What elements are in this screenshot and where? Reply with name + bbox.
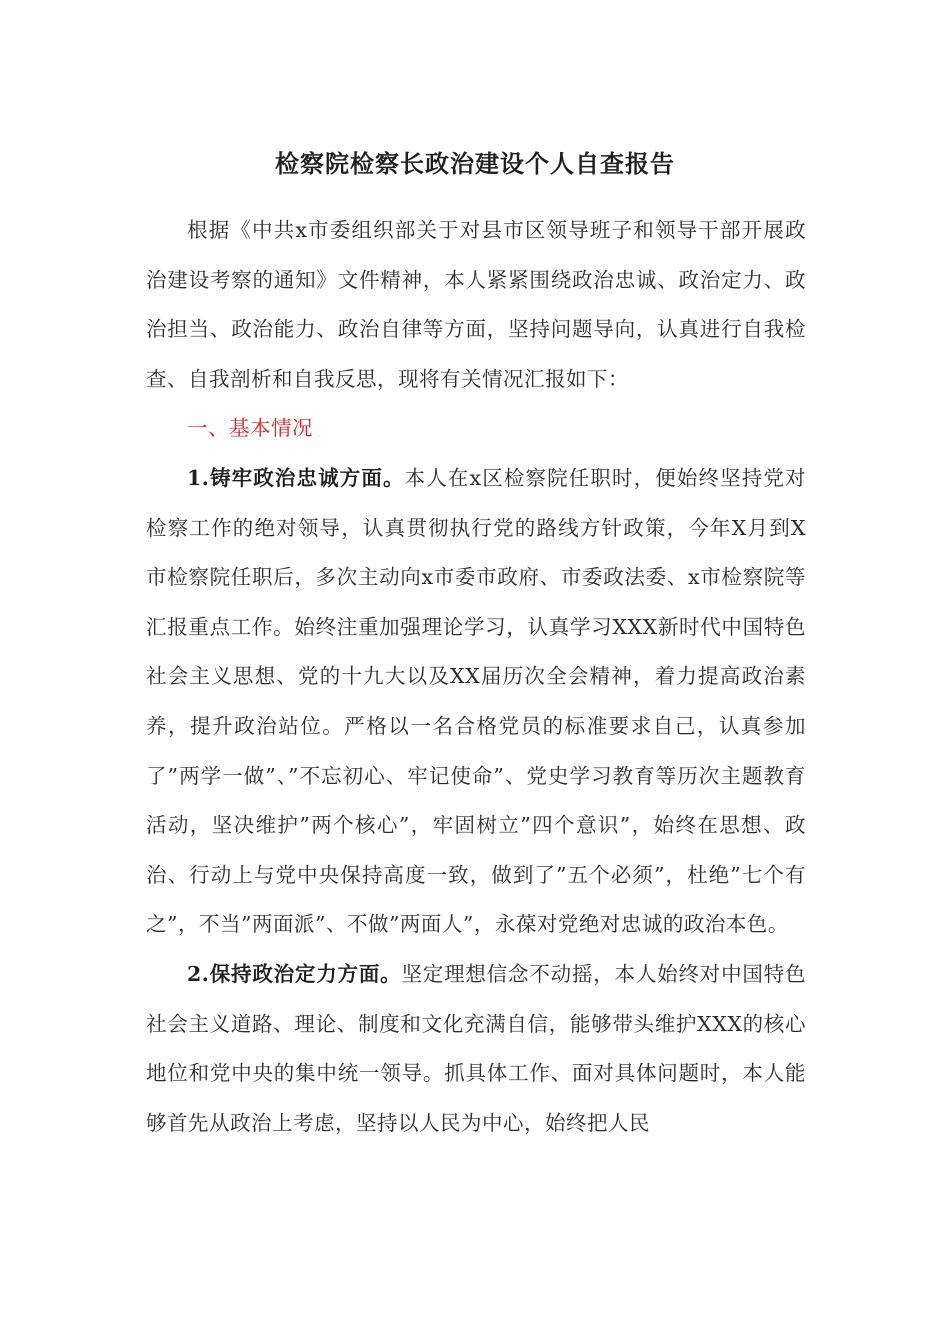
intro-paragraph: 根据《中共x市委组织部关于对县市区领导班子和领导干部开展政治建设考察的通知》文件精神，本人紧紧围绕政治忠诚、政治定力、政治担当、政治能力、政治自律等方面，坚持问题导向，认真进行自我检查、自我剖析和自我反思，现将有关情况汇报如下： (146, 218, 806, 391)
item-2-lead: 2.保持政治定力方面。 (187, 961, 402, 986)
document-body (146, 206, 806, 1148)
item-1-lead: 1.铸牢政治忠诚方面。 (187, 465, 405, 490)
section-heading: 一、基本情况 (187, 416, 313, 441)
item-1-text: 本人在x区检察院任职时，便始终坚持党对检察工作的绝对领导，认真贯彻执行党的路线方针政策，今年X月到X市检察院任职后，多次主动向x市委市政府、市委政法委、x市检察院等汇报重点工作。始终注重加强理论学习，认真学习XXX新时代中国特色社会主义思想、党的十九大以及XX届历次全会精神，着力提高政治素养，提升政治站位。严格以一名合格党员的标准要求自己，认真参加了”两学一做”、”不忘初心、牢记使命”、党史学习教育等历次主题教育活动，坚决维护”两个核心”，牢固树立”四个意识”，始终在思想、政治、行动上与党中央保持高度一致，做到了”五个必须”，杜绝”七个有之”，不当”两面派”、不做”两面人”，永葆对党绝对忠诚的政治本色。 (146, 465, 807, 937)
item-2-paragraph (146, 950, 806, 1148)
item-2-text: 坚定理想信念不动摇，本人始终对中国特色社会主义道路、理论、制度和文化充满自信，能够带头维护XXX的核心地位和党中央的集中统一领导。抓具体工作、面对具体问题时，本人能够首先从政治上考虑，坚持以人民为中心，始终把人民 (146, 961, 807, 1135)
document-title: 检察院检察长政治建设个人自查报告 (275, 149, 675, 178)
item-1-paragraph (146, 454, 806, 950)
